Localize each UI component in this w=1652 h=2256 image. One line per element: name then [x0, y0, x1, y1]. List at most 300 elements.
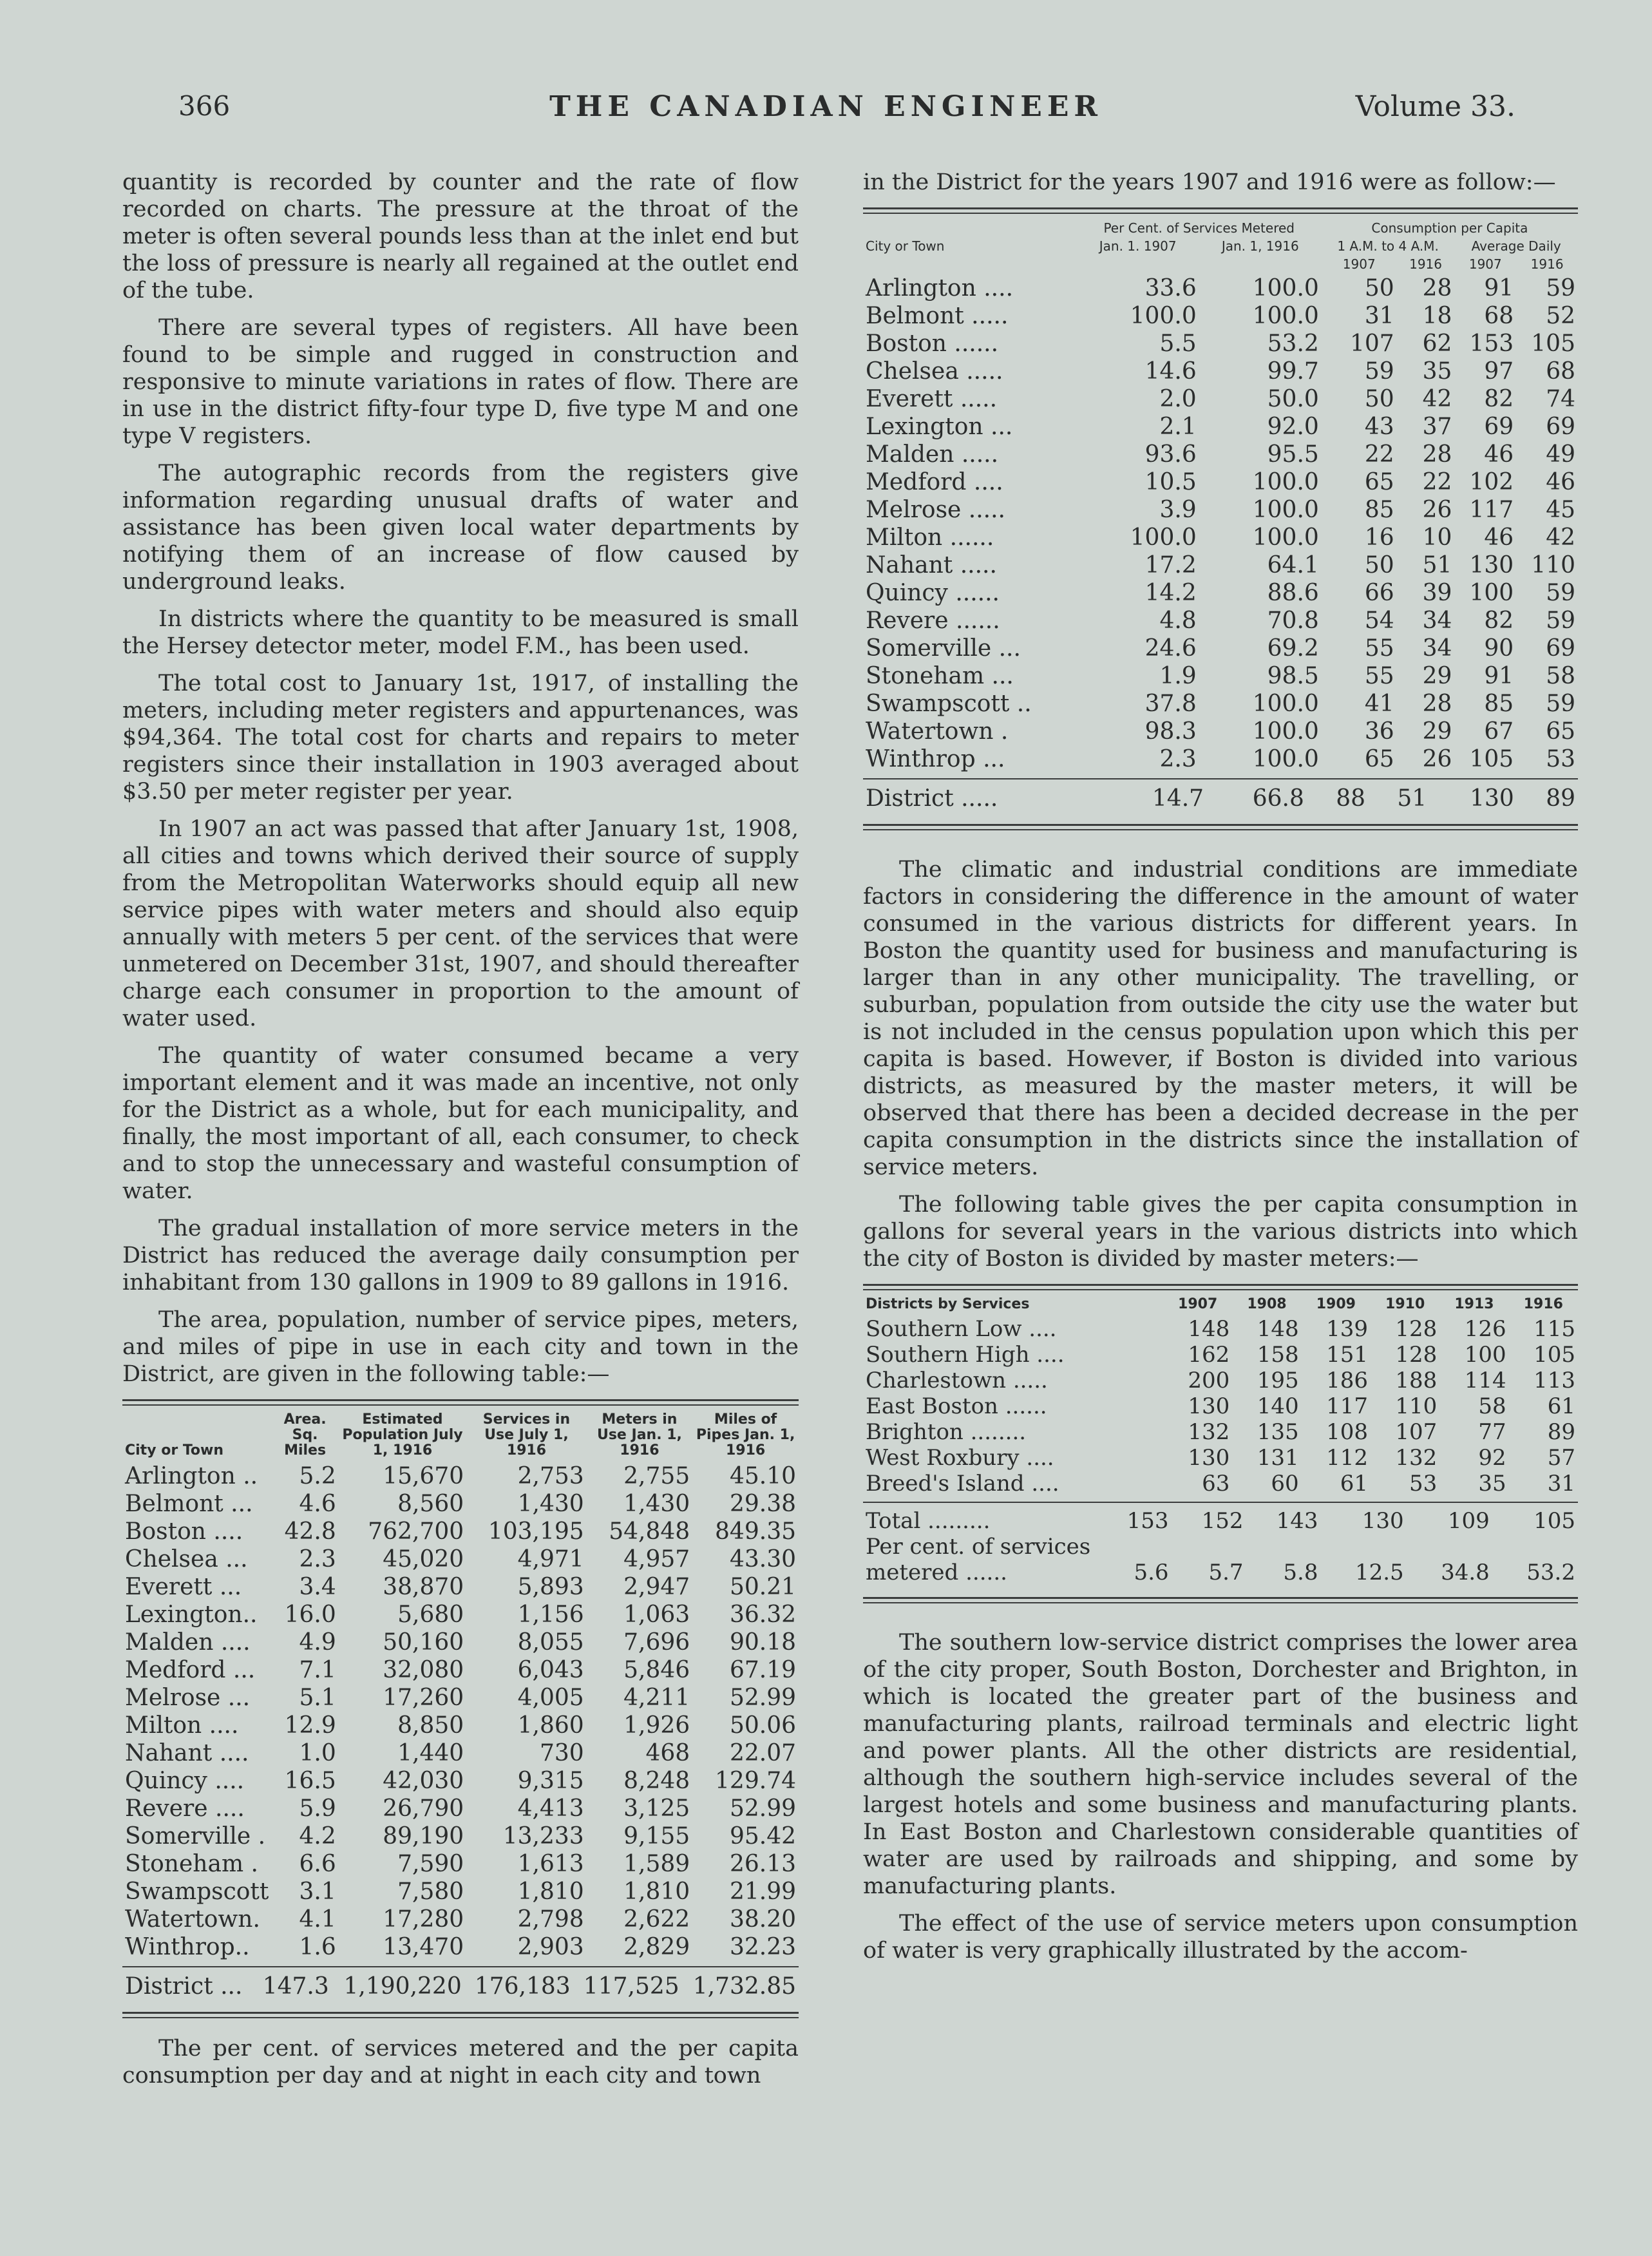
table-row	[863, 1508, 1578, 1534]
table-cell: 88.6	[1267, 580, 1319, 606]
column-header: Miles of Pipes Jan. 1, 1916	[696, 1411, 795, 1458]
table-cell: Per cent. of services	[866, 1534, 1091, 1560]
table-cell: Belmont .....	[866, 303, 1009, 329]
table-cell: 1,810	[517, 1878, 584, 1905]
table-cell: 28	[1422, 691, 1452, 717]
table-row	[863, 1471, 1578, 1496]
table-cell: Quincy ......	[866, 580, 1000, 606]
table-cell: District ...	[125, 1973, 243, 2000]
table-cell: 1.9	[1159, 663, 1197, 689]
table-cell: 50	[1364, 275, 1394, 301]
table-cell: 55	[1364, 663, 1394, 689]
table-cell: 468	[645, 1740, 690, 1766]
districts-table	[863, 1297, 1578, 1496]
table-cell: 2.0	[1159, 386, 1197, 412]
table-cell: 89	[1547, 1419, 1575, 1445]
table-cell: 34	[1422, 607, 1452, 634]
table-row	[122, 1739, 799, 1767]
table-cell: 2,798	[517, 1906, 584, 1933]
table-rule	[863, 778, 1578, 779]
table-cell: 16	[1364, 524, 1394, 551]
paragraph: The quantity of water consumed became a very important element and it was made an incentive, not only for the District as a whole, but for each municipality, and finally, the most important of all, each consumer, to check and to stop the unnecessary and wasteful consumption of water.	[122, 1043, 799, 1204]
table-row	[122, 1629, 799, 1656]
table-cell: 14.7	[1152, 785, 1204, 812]
table-cell: 53.2	[1267, 330, 1319, 357]
table-row	[863, 1560, 1578, 1585]
table-cell: 130	[1188, 1393, 1230, 1419]
table-cell: 61	[1547, 1393, 1575, 1419]
table-header-row	[122, 1412, 799, 1462]
table-cell: 1,589	[623, 1851, 690, 1877]
table-cell: 5.9	[299, 1795, 336, 1822]
table-cell: metered ......	[866, 1560, 1007, 1585]
paragraph: There are several types of registers. All have been found to be simple and rugged in construction and responsive to minute variations in rates of flow. There are in use in the district fifty-four type D, five type M and one type V registers.	[122, 315, 799, 449]
table-cell: 2.1	[1159, 414, 1197, 440]
table-cell: 18	[1422, 303, 1452, 329]
table-row	[863, 579, 1578, 607]
table-cell: 41	[1364, 691, 1394, 717]
table-cell: 7,696	[623, 1629, 690, 1656]
table-rule	[122, 1966, 799, 1967]
column-header: Estimated Population July 1, 1916	[342, 1411, 463, 1458]
table-cell: 50.0	[1267, 386, 1319, 412]
table-cell: District .....	[866, 785, 998, 812]
table-cell: 51	[1422, 552, 1452, 578]
column-header: Jan. 1. 1907	[1099, 238, 1177, 254]
table-row	[122, 1933, 799, 1961]
table-cell: 37.8	[1144, 691, 1197, 717]
table-cell: 39	[1422, 580, 1452, 606]
table-cell: 7,580	[397, 1878, 464, 1905]
table-row	[863, 524, 1578, 551]
table-cell: 126	[1464, 1316, 1506, 1342]
table-cell: Southern Low ....	[866, 1316, 1057, 1342]
table-row	[122, 1906, 799, 1933]
table-cell: 33.6	[1144, 275, 1197, 301]
table-header-row	[863, 1297, 1578, 1316]
table-cell: 17.2	[1144, 552, 1197, 578]
table-rule	[863, 1502, 1578, 1503]
table-row	[863, 635, 1578, 662]
table-cell: 50.06	[729, 1712, 796, 1739]
paragraph: The southern low-service district comprises the lower area of the city proper, South Boston, Dorchester and Brighton, in which is located the greater part of the business and manufacturing plants, railroad terminals and electric light and power plants. All the other districts are residential, although the southern high-service includes several of the largest hotels and some business and manufacturing plants. In East Boston and Charlestown considerable quantities of water are used by railroads and shipping, and some by manufacturing plants.	[863, 1630, 1578, 1899]
table-cell: 200	[1188, 1368, 1230, 1393]
column-header: Jan. 1, 1916	[1221, 238, 1299, 254]
table-cell: 148	[1188, 1316, 1230, 1342]
table-row	[863, 1534, 1578, 1560]
table-cell: 2.3	[299, 1546, 336, 1573]
table-cell: 45	[1546, 497, 1575, 523]
table-cell: 97	[1484, 358, 1514, 385]
table-cell: 21.99	[729, 1878, 796, 1905]
table-cell: 32.23	[729, 1934, 796, 1960]
table-row	[863, 441, 1578, 468]
table-cell: 9,315	[517, 1768, 584, 1794]
table-cell: 103,195	[488, 1518, 584, 1545]
table-rule	[863, 1597, 1578, 1603]
table-cell: 100.0	[1252, 497, 1319, 523]
table-cell: 62	[1422, 330, 1452, 357]
districts-total-table	[863, 1508, 1578, 1585]
table-cell: 4,413	[517, 1795, 584, 1822]
table-cell: 65	[1364, 746, 1394, 772]
table-cell: 10	[1422, 524, 1452, 551]
table-cell: Swampscott	[125, 1878, 269, 1905]
table-cell: Swampscott ..	[866, 691, 1032, 717]
table-row	[122, 1684, 799, 1712]
table-cell: East Boston ......	[866, 1393, 1047, 1419]
table-row	[863, 1419, 1578, 1445]
column-header: City or Town	[125, 1442, 224, 1458]
table-cell: 139	[1326, 1316, 1368, 1342]
column-header: Meters in Use Jan. 1, 1916	[596, 1411, 682, 1458]
table-cell: 42.8	[284, 1518, 336, 1545]
table-cell: Nahant ....	[125, 1740, 249, 1766]
table-cell: 6,043	[517, 1657, 584, 1683]
table-cell: 69	[1546, 635, 1575, 662]
group-header: Consumption per Capita	[1371, 220, 1528, 236]
table-cell: 4,957	[623, 1546, 690, 1573]
table-cell: Melrose ...	[125, 1685, 251, 1711]
table-cell: 53.2	[1526, 1560, 1575, 1585]
table-cell: 100.0	[1252, 303, 1319, 329]
table-cell: 24.6	[1144, 635, 1197, 662]
table-rule	[863, 824, 1578, 830]
table-cell: 55	[1364, 635, 1394, 662]
page-number: 366	[178, 90, 231, 122]
table-cell: 105	[1533, 1342, 1575, 1368]
table-cell: 54,848	[609, 1518, 690, 1545]
journal-title: THE CANADIAN ENGINEER	[549, 90, 1103, 123]
table-cell: 1,732.85	[692, 1973, 796, 2000]
table-cell: 117,525	[583, 1973, 679, 2000]
table-cell: 69	[1484, 414, 1514, 440]
per-capita-total-table	[863, 785, 1578, 812]
table-cell: 67	[1484, 718, 1514, 745]
table-cell: 52.99	[729, 1685, 796, 1711]
table-cell: Somerville ...	[866, 635, 1021, 662]
table-row	[122, 1573, 799, 1601]
table-cell: 50	[1364, 386, 1394, 412]
table-cell: 186	[1326, 1368, 1368, 1393]
table-cell: 70.8	[1267, 607, 1319, 634]
table-header-row	[863, 256, 1578, 274]
page-header	[0, 90, 1652, 142]
table-cell: 68	[1484, 303, 1514, 329]
table-cell: 57	[1547, 1445, 1575, 1471]
table-row	[863, 496, 1578, 524]
table-cell: 4,211	[623, 1685, 690, 1711]
table-row	[863, 1393, 1578, 1419]
column-header: 1907	[1342, 256, 1376, 272]
area-total-table	[122, 1973, 799, 2000]
table-cell: 9,155	[623, 1823, 690, 1850]
table-cell: 135	[1257, 1419, 1299, 1445]
table-cell: 195	[1257, 1368, 1299, 1393]
table-cell: 10.5	[1144, 469, 1197, 495]
table-cell: 17,260	[383, 1685, 464, 1711]
table-cell: 3.4	[299, 1574, 336, 1600]
table-cell: 63	[1202, 1471, 1230, 1496]
table-cell: 2.3	[1159, 746, 1197, 772]
table-cell: 730	[539, 1740, 584, 1766]
table-cell: 109	[1447, 1508, 1490, 1534]
table-cell: Milton ......	[866, 524, 994, 551]
table-cell: Medford ...	[125, 1657, 256, 1683]
table-cell: 148	[1257, 1316, 1299, 1342]
table-cell: 26	[1422, 746, 1452, 772]
table-cell: 65	[1364, 469, 1394, 495]
table-cell: 158	[1257, 1342, 1299, 1368]
table-cell: 1,430	[623, 1491, 690, 1517]
table-cell: 82	[1484, 607, 1514, 634]
table-rule	[122, 2012, 799, 2018]
column-header: 1909	[1316, 1296, 1356, 1312]
left-column	[122, 169, 799, 2099]
table-cell: Winthrop ...	[866, 746, 1005, 772]
table-cell: 110	[1531, 552, 1575, 578]
table-cell: 46	[1484, 524, 1514, 551]
table-cell: 29.38	[729, 1491, 796, 1517]
table-row	[863, 1368, 1578, 1393]
table-cell: 1,440	[397, 1740, 464, 1766]
table-cell: 29	[1422, 718, 1452, 745]
column-header: Services in Use July 1, 1916	[482, 1411, 571, 1458]
table-row	[122, 1795, 799, 1822]
table-cell: 36	[1364, 718, 1394, 745]
paragraph: The autographic records from the registers give information regarding unusual drafts of water and assistance has been given local water departments by notifying them of an increase of flow caused by underground leaks.	[122, 461, 799, 595]
table-cell: 5.8	[1283, 1560, 1318, 1585]
table-cell: 22	[1422, 469, 1452, 495]
table-cell: 4.6	[299, 1491, 336, 1517]
table-cell: Arlington ....	[866, 275, 1014, 301]
table-cell: Milton ....	[125, 1712, 239, 1739]
paragraph: The total cost to January 1st, 1917, of installing the meters, including meter registers and appurtenances, was $94,364. The total cost for charts and repairs to meter registers since their installation in 1903 averaged about $3.50 per meter register per year.	[122, 671, 799, 805]
column-header: 1916	[1530, 256, 1564, 272]
table-row	[863, 302, 1578, 330]
table-cell: 132	[1188, 1419, 1230, 1445]
table-row	[863, 718, 1578, 745]
table-cell: 105	[1469, 746, 1514, 772]
table-cell: Watertown.	[125, 1906, 260, 1933]
table-cell: 100.0	[1252, 524, 1319, 551]
table-cell: 46	[1484, 441, 1514, 468]
table-cell: 88	[1336, 785, 1366, 812]
table-cell: 36.32	[729, 1601, 796, 1628]
table-cell: 92.0	[1267, 414, 1319, 440]
table-cell: Brighton ........	[866, 1419, 1027, 1445]
table-cell: 129.74	[715, 1768, 796, 1794]
paragraph: The per cent. of services metered and the per capita consumption per day and at night in each city and town	[122, 2036, 799, 2089]
table-row	[863, 1342, 1578, 1368]
table-cell: 52.99	[729, 1795, 796, 1822]
table-cell: 91	[1484, 663, 1514, 689]
table-cell: 5.6	[1134, 1560, 1169, 1585]
table-cell: 77	[1478, 1419, 1506, 1445]
table-cell: 5,680	[397, 1601, 464, 1628]
table-row	[863, 690, 1578, 718]
table-cell: Arlington ..	[125, 1463, 258, 1489]
table-cell: 14.6	[1144, 358, 1197, 385]
paragraph: The effect of the use of service meters upon consumption of water is very graphically illustrated by the accom-	[863, 1911, 1578, 1964]
paragraph: The following table gives the per capita consumption in gallons for several years in the various districts into which the city of Boston is divided by master meters:—	[863, 1192, 1578, 1272]
table-cell: Quincy ....	[125, 1768, 245, 1794]
table-cell: 100.0	[1130, 524, 1197, 551]
table-cell: 35	[1478, 1471, 1506, 1496]
table-cell: 85	[1484, 691, 1514, 717]
column-header: City or Town	[866, 238, 945, 254]
table-cell: 43.30	[729, 1546, 796, 1573]
table-cell: 5,893	[517, 1574, 584, 1600]
table-cell: 67.19	[729, 1657, 796, 1683]
table-row	[863, 662, 1578, 690]
table-cell: Breed's Island ....	[866, 1471, 1059, 1496]
table-cell: 153	[1469, 330, 1514, 357]
table-row	[863, 1445, 1578, 1471]
table-cell: Medford ....	[866, 469, 1003, 495]
table-cell: 112	[1326, 1445, 1368, 1471]
table-cell: 28	[1422, 441, 1452, 468]
table-cell: Lexington ...	[866, 414, 1013, 440]
table-cell: 153	[1126, 1508, 1169, 1534]
table-row	[863, 413, 1578, 441]
table-cell: 8,248	[623, 1768, 690, 1794]
table-cell: 59	[1364, 358, 1394, 385]
table-cell: 130	[1362, 1508, 1404, 1534]
table-cell: 59	[1546, 691, 1575, 717]
table-cell: Everett .....	[866, 386, 998, 412]
column-header: 1910	[1385, 1296, 1425, 1312]
paragraph: quantity is recorded by counter and the rate of flow recorded on charts. The pressure at the throat of the meter is often several pounds less than at the inlet end but the loss of pressure is nearly all regained at the outlet end of the tube.	[122, 169, 799, 303]
table-header-row	[863, 238, 1578, 256]
table-row	[122, 1850, 799, 1878]
table-cell: Revere ......	[866, 607, 1000, 634]
table-cell: Southern High ....	[866, 1342, 1065, 1368]
table-cell: Chelsea .....	[866, 358, 1003, 385]
table-cell: Malden .....	[866, 441, 999, 468]
table-cell: 68	[1546, 358, 1575, 385]
table-cell: 16.5	[284, 1768, 336, 1794]
paragraph: In 1907 an act was passed that after January 1st, 1908, all cities and towns which derived their source of supply from the Metropolitan Waterworks should equip all new service pipes with water meters and should also equip annually with meters 5 per cent. of the services that were unmetered on December 31st, 1907, and should thereafter charge each consumer in proportion to the amount of water used.	[122, 816, 799, 1031]
table-cell: 4.1	[299, 1906, 336, 1933]
table-cell: Somerville .	[125, 1823, 266, 1850]
column-header: Area. Sq. Miles	[283, 1411, 327, 1458]
table-cell: Boston ......	[866, 330, 999, 357]
table-row	[863, 358, 1578, 385]
table-rule	[122, 1399, 799, 1406]
table-cell: 35	[1422, 358, 1452, 385]
group-header: Per Cent. of Services Metered	[1103, 220, 1295, 236]
table-cell: 93.6	[1144, 441, 1197, 468]
right-column	[863, 169, 1578, 1974]
paragraph: in the District for the years 1907 and 1916 were as follow:—	[863, 169, 1556, 195]
table-cell: 140	[1257, 1393, 1299, 1419]
table-cell: Chelsea ...	[125, 1546, 248, 1573]
table-cell: 762,700	[368, 1518, 464, 1545]
table-cell: 2,903	[517, 1934, 584, 1960]
table-rule	[863, 1284, 1578, 1290]
table-cell: Winthrop..	[125, 1934, 250, 1960]
table-cell: 26,790	[383, 1795, 464, 1822]
table-cell: 1.6	[299, 1934, 336, 1960]
table-cell: 92	[1478, 1445, 1506, 1471]
table-cell: 2,622	[623, 1906, 690, 1933]
table-cell: 3.9	[1159, 497, 1197, 523]
table-cell: 43	[1364, 414, 1394, 440]
table-rule	[863, 207, 1578, 214]
table-cell: 31	[1364, 303, 1394, 329]
table-cell: 13,233	[502, 1823, 584, 1850]
table-cell: 32,080	[383, 1657, 464, 1683]
table-cell: 130	[1469, 552, 1514, 578]
table-header-row	[863, 220, 1578, 238]
paragraph: In districts where the quantity to be measured is small the Hersey detector meter, model F.M., has been used.	[122, 606, 799, 659]
table-cell: 130	[1470, 785, 1514, 812]
table-cell: 5.2	[299, 1463, 336, 1489]
table-cell: 58	[1546, 663, 1575, 689]
table-cell: 1,190,220	[343, 1973, 462, 2000]
table-cell: 100	[1464, 1342, 1506, 1368]
table-cell: 14.2	[1144, 580, 1197, 606]
table-cell: 151	[1326, 1342, 1368, 1368]
table-cell: 117	[1469, 497, 1514, 523]
paragraph: The area, population, number of service pipes, meters, and miles of pipe in use in each city and town in the District, are given in the following table:—	[122, 1307, 799, 1387]
table-cell: 1,430	[517, 1491, 584, 1517]
table-cell: 69.2	[1267, 635, 1319, 662]
table-cell: 54	[1364, 607, 1394, 634]
table-cell: 4.2	[299, 1823, 336, 1850]
table-cell: 6.6	[299, 1851, 336, 1877]
table-row	[122, 1490, 799, 1518]
table-row	[863, 745, 1578, 773]
volume-label: Volume 33.	[1355, 90, 1515, 123]
table-cell: 8,560	[397, 1491, 464, 1517]
table-cell: 66	[1364, 580, 1394, 606]
table-cell: 90	[1484, 635, 1514, 662]
table-cell: 102	[1469, 469, 1514, 495]
table-cell: 42	[1546, 524, 1575, 551]
table-cell: 38.20	[729, 1906, 796, 1933]
table-cell: 849.35	[715, 1518, 796, 1545]
table-cell: 2,829	[623, 1934, 690, 1960]
table-cell: 13,470	[383, 1934, 464, 1960]
table-cell: 2,753	[517, 1463, 584, 1489]
table-cell: 176,183	[474, 1973, 571, 2000]
table-cell: 100.0	[1130, 303, 1197, 329]
table-row	[863, 785, 1578, 812]
table-cell: 98.3	[1144, 718, 1197, 745]
table-cell: 22	[1364, 441, 1394, 468]
table-row	[863, 607, 1578, 635]
table-cell: 45,020	[383, 1546, 464, 1573]
table-cell: 100.0	[1252, 718, 1319, 745]
table-row	[122, 1973, 799, 2000]
table-row	[863, 330, 1578, 358]
table-cell: 61	[1340, 1471, 1368, 1496]
table-cell: 110	[1395, 1393, 1438, 1419]
table-cell: 52	[1546, 303, 1575, 329]
table-cell: 34.8	[1441, 1560, 1490, 1585]
table-row	[863, 274, 1578, 302]
table-cell: 50.21	[729, 1574, 796, 1600]
table-cell: 7,590	[397, 1851, 464, 1877]
table-cell: 130	[1188, 1445, 1230, 1471]
table-cell: 53	[1546, 746, 1575, 772]
table-cell: 22.07	[729, 1740, 796, 1766]
table-row	[122, 1767, 799, 1795]
table-cell: 16.0	[284, 1601, 336, 1628]
table-cell: 100	[1469, 580, 1514, 606]
